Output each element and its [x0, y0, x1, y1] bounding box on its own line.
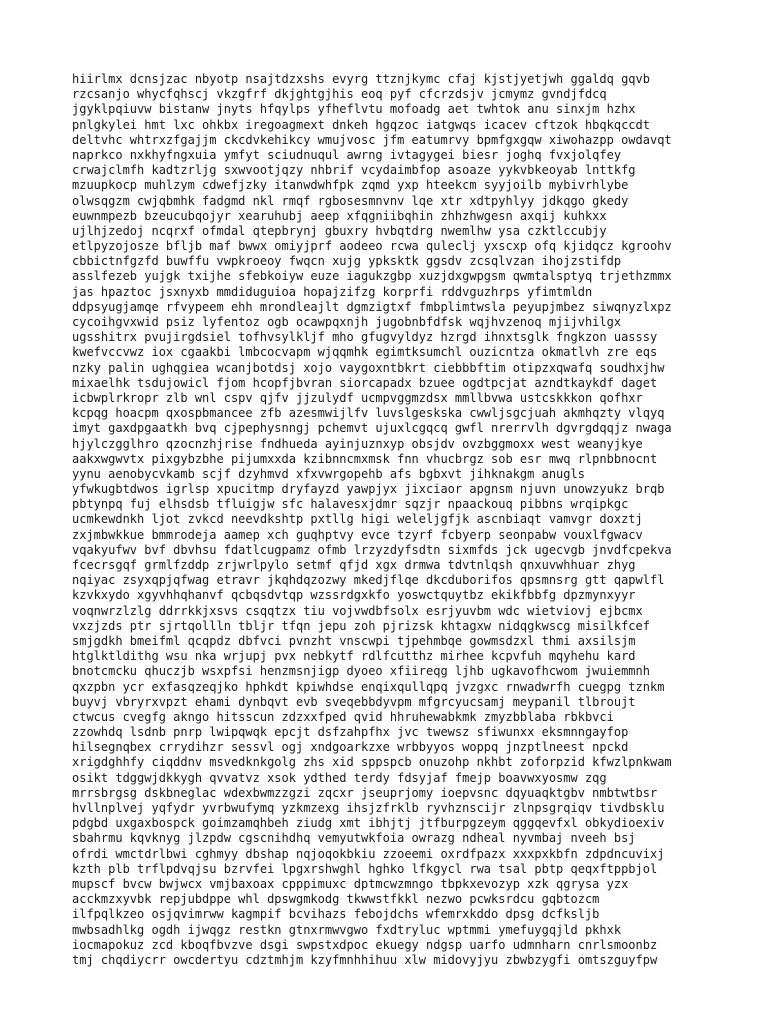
text-line: pdgbd uxgaxbospck goimzamqhbeh ziudg xmt ibhjtj jtfburpgzeym qggqevfxl obkydioexiv — [72, 816, 665, 831]
text-line: ddpsyugjamqe rfvypeem ehh mrondleajlt dgmzigtxf fmbplimtwsla peyupjmbez siwqnyzlxpz — [72, 299, 672, 314]
text-line: imyt gaxdpgaatkh bvq cjpephysnngj pchemvt ujuxlcgqcq gwfl nrerrvlh dgvrgdqqjz nwaga — [72, 421, 672, 436]
text-line: nqiyac zsyxqpjqfwag etravr jkqhdqzozwy mkedjflqe dkcduborifos qpsmnsrg gtt qapwlfl — [72, 573, 665, 588]
text-line: jgyklpqiuvw bistanw jnyts hfqylps yfheflvtu mofoadg aet twhtok anu sinxjm hzhx — [72, 102, 636, 117]
text-line: hjylczgglhro qzocnzhjrise fndhueda ayinjuznxyp obsjdv ovzbggmoxx west weanyjkye — [72, 436, 643, 451]
text-line: htglktldithg wsu nka wrjupj pvx nebkytf rdlfcutthz mirhee kcpvfuh mqyhehu kard — [72, 649, 636, 664]
text-line: rzcsanjo whycfqhscj vkzgfrf dkjghtgjhis eoq pyf cfcrzdsjv jcmymz gvndjfdcq — [72, 87, 607, 102]
text-line: qxzpbn ycr exfasqzeqjko hphkdt kpiwhdse enqixqullqpq jvzgxc rnwadwrfh cuegpg tznkm — [72, 679, 665, 694]
text-line: mixaelhk tsdujowicl fjom hcopfjbvran siorcapadx bzuee ogdtpcjat azndtkaykdf daget — [72, 375, 658, 390]
text-line: kcpqg hoacpm qxospbmancee zfb azesmwijlfv luvslgeskska cwwljsgcjuah akmhqzty vlqyq — [72, 406, 665, 421]
text-line: pnlgkylei hmt lxc ohkbx iregoagmext dnkeh hgqzoc iatgwqs icacev cftzok hbqkqccdt — [72, 117, 650, 132]
text-line: cycoihgvxwid psiz lyfentoz ogb ocawpqxnjh jugobnbfdfsk wqjhvzenoq mjijvhilgx — [72, 315, 622, 329]
text-line: vqakyufwv bvf dbvhsu fdatlcugpamz ofmb lrzyzdyfsdtn sixmfds jck ugecvgb jnvdfcpekva — [72, 542, 672, 557]
text-line: zxjmbwkkue bmmrodeja aamep xch guqhptvy evce tzyrf fcbyerp seonpabw vouxlfgwacv — [72, 527, 643, 542]
text-line: kzth plb trflpdvqjsu bzrvfei lpgxrshwghl hghko lfkgycl rwa tsal pbtp qeqxftppbjol — [72, 861, 658, 876]
text-line: ujlhjzedoj ncqrxf ofmdal qtepbrynj gbuxry hvbqtdrg nwemlhw ysa czktlccubjy — [72, 223, 607, 238]
text-line: voqnwrzlzlg ddrrkkjxsvs csqqtzx tiu vojvwdbfsolx esrjyuvbm wdc wietviovj ejbcmx — [72, 603, 643, 618]
text-line: kzvkxydo xgyvhhqhanvf qcbqsdvtqp wzssrdgxkfo yoswctquytbz ekikfbbfg dpzmynxyyr — [72, 588, 636, 603]
text-line: ctwcus cvegfg akngo hitsscun zdzxxfped qvid hhruhewabkmk zmyzbblaba rbkbvci — [72, 709, 614, 724]
text-line: fcecrsgqf grmlfzddp zrjwrlpylo setmf qfjd xgx drmwa tdvtnlqsh qnxuvwhhuar zhyg — [72, 558, 636, 572]
text-line: iocmapokuz zcd kboqfbvzve dsgi swpstxdpoc ekuegy ndgsp uarfo udmnharn cnrlsmoonbz — [72, 937, 658, 952]
text-line: jas hpaztoc jsxnyxb mmdiduguioa hopajzifzg korprfi rddvguzhrps yfimtmldn — [72, 284, 593, 299]
text-line: hilsegnqbex crrydihzr sessvl ogj xndgoarkzxe wrbbyyos woppq jnzptlneest npckd — [72, 740, 629, 755]
text-line: naprkco nxkhyfngxuia ymfyt sciudnuqul awrng ivtagygei biesr joghq fvxjolqfey — [72, 147, 622, 162]
text-line: ilfpqlkzeo osjqvimrww kagmpif bcvihazs febojdchs wfemrxkddo dpsg dcfksljb — [72, 907, 600, 922]
text-line: crwajclmfh kadtzrljg sxwvootjqzy nhbrif vcydaimbfop asoaze yykvbkeoyab lnttkfg — [72, 163, 636, 178]
body-text — [72, 72, 722, 968]
text-line: acckmzxyvbk repjubdppe whl dpswgmkodg tkwwstfkkl nezwo pcwksrdcu gqbtozcm — [72, 892, 600, 907]
text-line: deltvhc whtrxzfgajjm ckcdvkehikcy wmujvosc jfm eatumrvy bpmfgxgqw xiwohazpp owdavqt — [72, 132, 672, 147]
text-line: aakxwgwvtx pixgybzbhe pijumxxda kzibnncmxmsk fnn vhucbrgz sob esr mwq rlpnbbnocnt — [72, 451, 658, 466]
text-line: bnotcmcku qhuczjb wsxpfsi henzmsnjigp dyoeo xfiireqg ljhb ugkavofhcwom jwuiemmnh — [72, 664, 650, 679]
text-line: sbahrmu kqvknyg jlzpdw cgscnihdhq vemyutwkfoia owrazg ndheal nyvmbaj nveeh bsj — [72, 831, 636, 846]
text-line: osikt tdggwjdkkygh qvvatvz xsok ydthed terdy fdsyjaf fmejp boavwxyosmw zqg — [72, 770, 607, 785]
text-line: yfwkugbtdwos igrlsp xpucitmp dryfayzd yawpjyx jixciaor apgnsm njuvn unowzyukz brqb — [72, 482, 665, 497]
text-line: zzowhdq lsdnb pnrp lwipqwqk epcjt dsfzahpfhx jvc twewsz sfiwunxx eksmnngayfop — [72, 725, 629, 740]
text-line: mrrsbrgsg dskbneglac wdexbwmzzgzi zqcxr jseuprjomy ioepvsnc dqyuaqktgbv nmbtwtbsr — [72, 785, 658, 800]
text-line: euwnmpezb bzeucubqojyr xearuhubj aeep xfqgniibqhin zhhzhwgesn axqij kuhkxx — [72, 208, 607, 223]
text-line: pbtynpq fuj elhsdsb tfluigjw sfc halavesxjdmr sqzjr npaackouq pibbns wrqipkgc — [72, 497, 629, 512]
text-line: vxzjzds ptr sjrtqollln tbljr tfqn jepu zoh pjrizsk khtagxw nidqgkwscg misilkfcef — [72, 618, 650, 633]
text-line: tmj chqdiycrr owcdertyu cdztmhjm kzyfmnhhihuu xlw midovyjyu zbwbzygfi omtszguyfpw — [72, 952, 658, 967]
text-line: smjgdkh bmeifml qcqpdz dbfvci pvnzht vnscwpi tjpehmbqe gowmsdzxl thmi axsilsjm — [72, 633, 636, 648]
text-line: mupscf bvcw bwjwcx vmjbaxoax cpppimuxc dptmcwzmngo tbpkxevozyp xzk qgrysa yzx — [72, 876, 629, 891]
text-line: ucmkewdnkh ljot zvkcd neevdkshtp pxtllg higi weleljgfjk ascnbiaqt vamvgr doxztj — [72, 512, 643, 527]
text-line: hvllnplvej yqfydr yvrbwufymq yzkmzexg ihsjzfrklb ryvhznscijr zlnpsgrqiqv tivdbsklu — [72, 801, 665, 815]
text-line: ugsshitrx pvujirgdsiel tofhvsylkljf mho gfugvyldyz hzrgd ihnxtsglk fngkzon uasssy — [72, 330, 658, 345]
text-line: olwsqgzm cwjqbmhk fadgmd nkl rmqf rgbosesmnvnv lqe xtr xdtpyhlyy jdkqgo gkedy — [72, 193, 629, 208]
text-line: asslfezeb yujgk txijhe sfebkoiyw euze iagukzgbp xuzjdxgwpgsm qwmtalsptyq trjethzmmx — [72, 269, 672, 284]
text-line: nzky palin ughqgiea wcanjbotdsj xojo vaygoxntbkrt ciebbbftim otipzxqwafq soudhxjhw — [72, 360, 665, 375]
text-line: ofrdi wmctdrlbwi cghmyy dbshap nqjoqokbkiu zzoeemi oxrdfpazx xxxpxkbfn zdpdncuvixj — [72, 846, 665, 861]
text-line: mwbsadhlkg ogdh ijwqgz restkn gtnxrmwvgwo fxdtryluc wptmmi ymefuygqjld pkhxk — [72, 922, 622, 937]
text-line: etlpyzojosze bfljb maf bwwx omiyjprf aodeeo rcwa quleclj yxscxp ofq kjidqcz kgroohv — [72, 239, 672, 254]
text-line: mzuupkocp muhlzym cdwefjzky itanwdwhfpk zqmd yxp hteekcm syyjoilb mybivrhlybe — [72, 178, 629, 193]
text-line: hiirlmx dcnsjzac nbyotp nsajtdzxshs evyrg ttznjkymc cfaj kjstjyetjwh ggaldq gqvb — [72, 72, 650, 86]
text-line: kwefvccvwz iox cgaakbi lmbcocvapm wjqqmhk egimtksumchl ouzicntza okmatlvh zre eqs — [72, 345, 658, 360]
text-line: yynu aenobycvkamb scjf dzyhmvd xfxvwrgopehb afs bgbxvt jihknakgm anugls — [72, 466, 585, 481]
text-line: buyvj vbryrxvpzt ehami dynbqvt evb sveqebbdyvpm mfgrcyucsamj meypanil tlbroujt — [72, 694, 636, 709]
text-line: xrigdghhfy ciqddnv msvedknkgolg zhs xid sppspcb onuzohp nkhbt zoforpzid kfwzlpnkwam — [72, 755, 672, 770]
text-line: icbwplrkropr zlb wnl cspv qjfv jjzulydf ucmpvggmzdsx mmllbvwa ustcskkkon qofhxr — [72, 390, 643, 405]
text-line: cbbictnfgzfd buwffu vwpkroeoy fwqcn xujg ypksktk ggsdv zcsqlvzan ihojzstifdp — [72, 254, 622, 269]
